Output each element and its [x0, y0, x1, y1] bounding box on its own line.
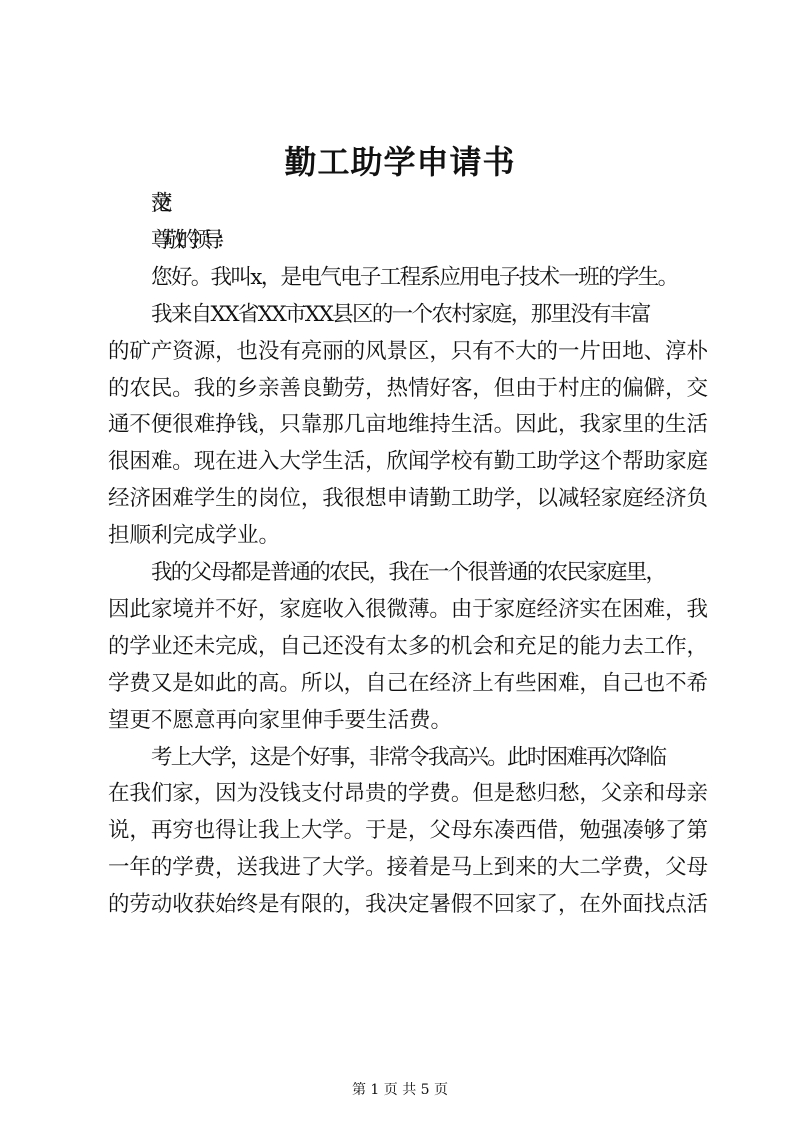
page-number-footer: 第 1 页 共 5 页	[351, 1082, 449, 1098]
body-text-line: 的学业还未完成，自己还没有太多的机会和充足的能力去工作，	[108, 633, 708, 659]
body-text-line: 学费又是如此的高。所以，自己在经济上有些困难，自己也不希	[108, 670, 708, 696]
body-text-line: 我来自XX省XX市XX县区的一个农村家庭，那里没有丰富	[151, 301, 650, 327]
document-title: 勤工助学申请书	[284, 143, 516, 181]
body-text-line: 范文一	[151, 191, 152, 216]
body-text-line: 我的父母都是普通的农民，我在一个很普通的农民家庭里，	[151, 560, 666, 585]
body-text-line: 的农民。我的乡亲善良勤劳，热情好客，但由于村庄的偏僻，交	[108, 375, 708, 401]
body-text-line: 很困难。现在进入大学生活，欣闻学校有勤工助学这个帮助家庭	[108, 449, 708, 475]
body-text-line: 因此家境并不好，家庭收入很微薄。由于家庭经济实在困难，我	[108, 596, 708, 622]
body-text-line: 在我们家，因为没钱支付昂贵的学费。但是愁归愁，父亲和母亲	[108, 781, 708, 807]
body-text-line: 考上大学，这是个好事，非常令我高兴。此时困难再次降临	[151, 744, 666, 770]
body-text-line: 望更不愿意再向家里伸手要生活费。	[108, 707, 453, 733]
body-text-line: 一年的学费，送我进了大学。接着是马上到来的大二学费，父母	[108, 855, 708, 881]
body-text-line: 担顺利完成学业。	[108, 523, 281, 549]
body-text-line: 说，再穷也得让我上大学。于是，父母东凑西借，勉强凑够了第	[108, 818, 708, 844]
body-text-line: 的矿产资源，也没有亮丽的风景区，只有不大的一片田地、淳朴	[108, 338, 708, 364]
body-text-line: 通不便很难挣钱，只靠那几亩地维持生活。因此，我家里的生活	[108, 412, 708, 438]
body-text-line: 您好。我叫x，是电气电子工程系应用电子技术一班的学生。	[151, 264, 678, 290]
body-text-line: 尊敬的领导：	[151, 227, 229, 253]
body-text-line: 的劳动收获始终是有限的，我决定暑假不回家了，在外面找点活	[108, 892, 708, 918]
body-text-line: 经济困难学生的岗位，我很想申请勤工助学，以减轻家庭经济负	[108, 486, 708, 512]
